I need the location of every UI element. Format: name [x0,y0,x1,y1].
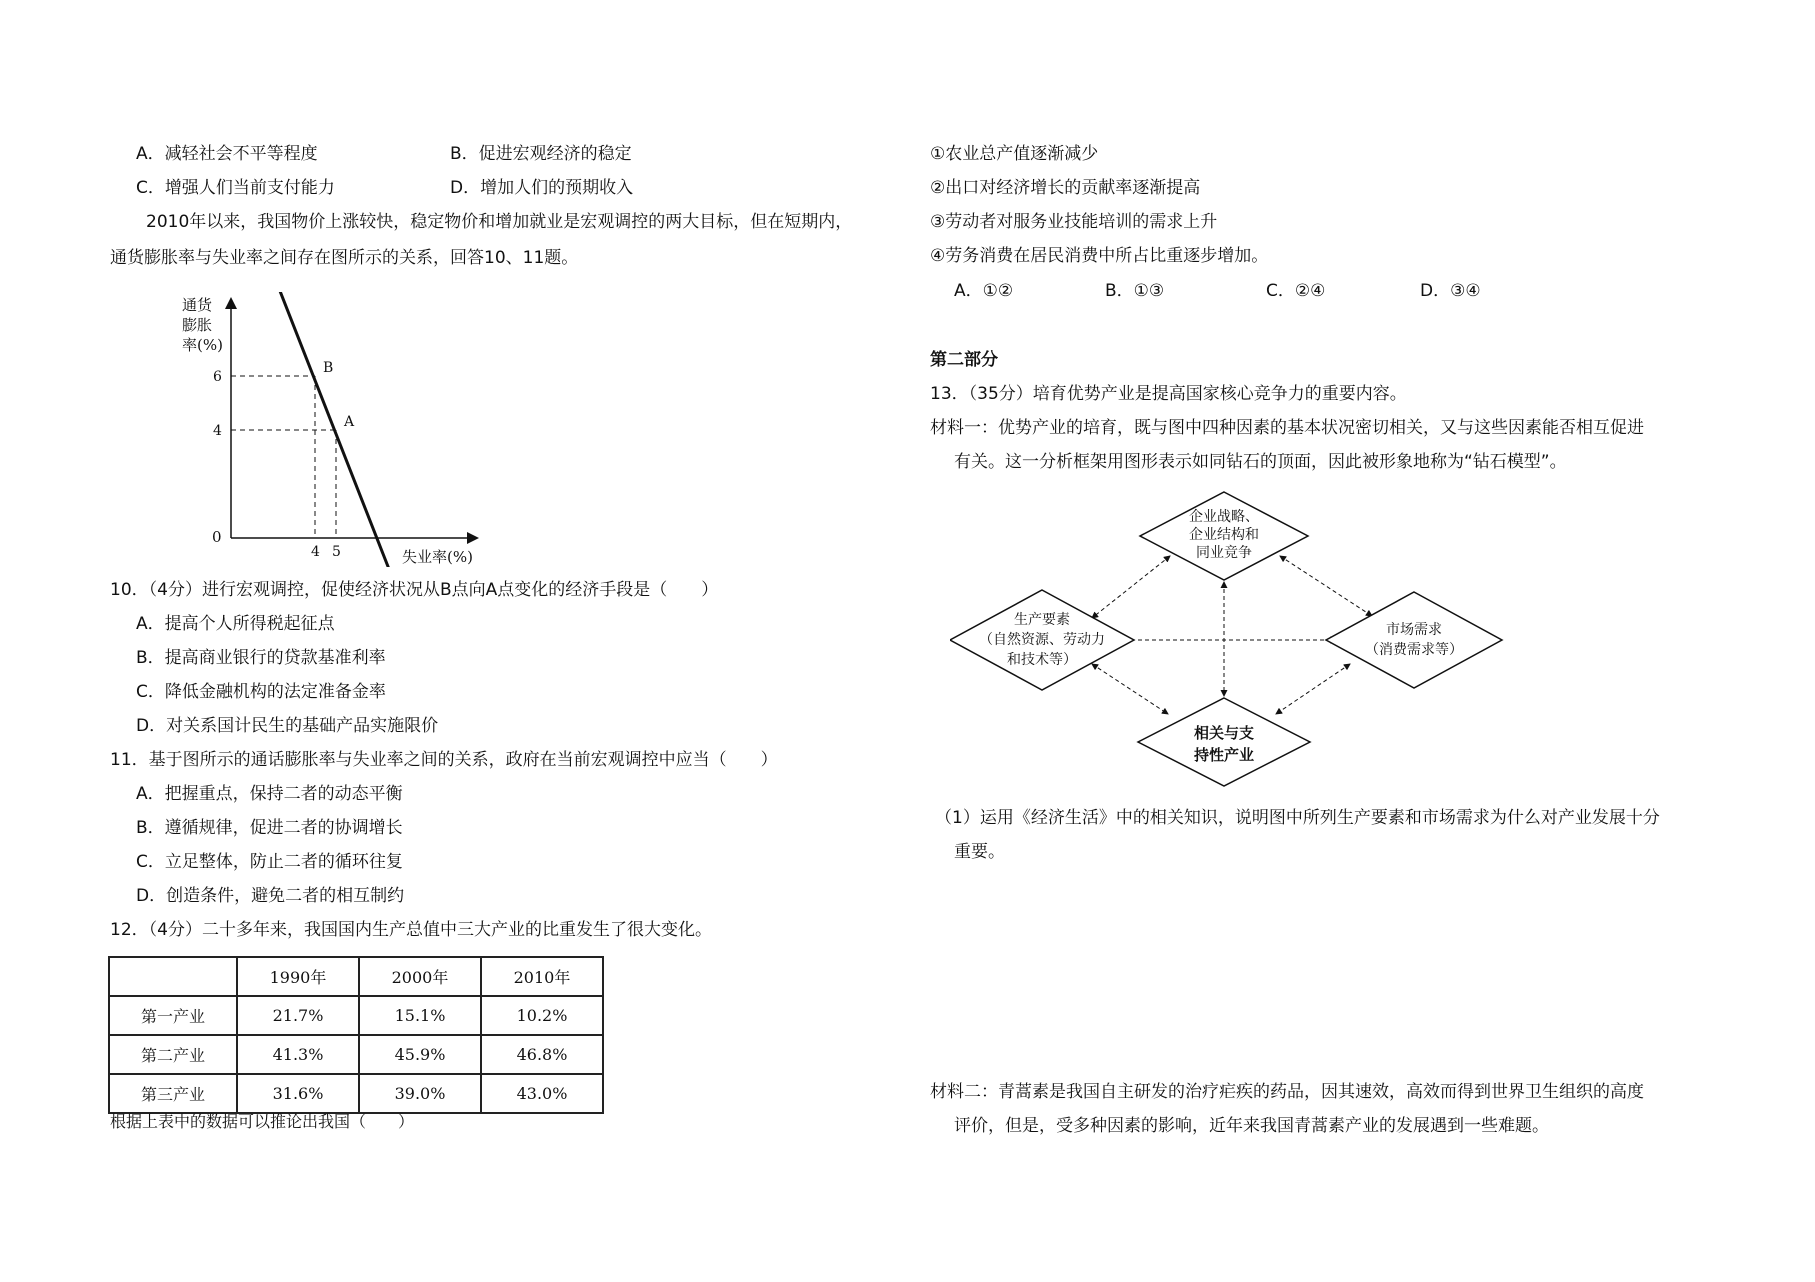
node-factors-line-3: 和技术等） [1007,652,1077,668]
table-cell: 43.0% [481,1074,603,1113]
node-industries-line-2: 持性产业 [1193,746,1255,764]
y-axis-label-line-3: 率(%) [182,336,223,354]
q12-choice-b: B．①③ [1105,281,1165,301]
q10-stem: 10．（4分）进行宏观调控，促使经济状况从B点向A点变化的经济手段是（ ） [110,580,719,600]
table-cell: 10.2% [481,996,603,1035]
material2-line-2: 评价，但是，受多种因素的影响，近年来我国青蒿素产业的发展遇到一些难题。 [954,1116,1549,1136]
table-cell: 第三产业 [109,1074,237,1113]
node-strategy-line-3: 同业竞争 [1196,545,1252,561]
diamond-model-diagram [950,488,1510,790]
connector-right-bottom [1276,664,1350,714]
node-strategy-line-1: 企业战略、 [1189,509,1259,525]
node-industries-line-1: 相关与支 [1193,724,1255,742]
q10-option-d: D．对关系国计民生的基础产品实施限价 [136,716,439,736]
q13-stem: 13．（35分）培育优势产业是提高国家核心竞争力的重要内容。 [930,384,1407,404]
q12-stem: 12．（4分）二十多年来，我国国内生产总值中三大产业的比重发生了很大变化。 [110,920,712,940]
q13-part1-line-2: 重要。 [954,842,1005,862]
q12-after-table: 根据上表中的数据可以推论出我国（ ） [110,1112,415,1131]
connector-top-left [1092,556,1170,618]
table-cell: 第一产业 [109,996,237,1035]
q11-stem: 11．基于图所示的通话膨胀率与失业率之间的关系，政府在当前宏观调控中应当（ ） [110,750,778,770]
q12-item-2: ②出口对经济增长的贡献率逐渐提高 [930,178,1201,198]
q10-option-a: A．提高个人所得税起征点 [136,614,335,634]
table-header-cell: 2000年 [359,957,481,996]
node-factors-line-2: （自然资源、劳动力 [979,632,1105,648]
x-tick-label: 4 [311,544,320,560]
part2-heading: 第二部分 [930,350,998,370]
q12-choice-d: D．③④ [1420,281,1481,301]
table-row [109,1074,603,1113]
y-tick-label: 6 [213,369,222,385]
phillips-curve-line [263,292,395,567]
table-cell: 31.6% [237,1074,359,1113]
table-header-cell [109,957,237,996]
y-axis-label-line-2: 膨胀 [182,316,213,334]
q11-option-b: B．遵循规律，促进二者的协调增长 [136,818,403,838]
diamond-node-demand [1326,592,1502,688]
q10-option-c: C．降低金融机构的法定准备金率 [136,682,386,702]
table-header-row [109,957,603,996]
table-cell: 15.1% [359,996,481,1035]
q12-choice-c: C．②④ [1266,281,1326,301]
q11-option-a: A．把握重点，保持二者的动态平衡 [136,784,403,804]
x-tick-label: 5 [332,544,341,560]
y-axis-label-line-1: 通货 [182,296,213,314]
intro-line-1: 2010年以来，我国物价上涨较快，稳定物价和增加就业是宏观调控的两大目标，但在短期内， [146,212,853,232]
node-demand-line-1: 市场需求 [1386,622,1442,638]
connector-left-bottom [1092,664,1168,714]
connector-top-right [1280,556,1372,616]
q9-option-c: C．增强人们当前支付能力 [136,178,335,198]
q10-option-b: B．提高商业银行的贷款基准利率 [136,648,386,668]
q12-item-3: ③劳动者对服务业技能培训的需求上升 [930,212,1218,232]
table-cell: 21.7% [237,996,359,1035]
industry-share-table [108,956,604,1114]
table-header-cell: 2010年 [481,957,603,996]
q12-item-4: ④劳务消费在居民消费中所占比重逐步增加。 [930,246,1269,266]
node-demand-line-2: （消费需求等） [1365,642,1463,658]
q12-item-1: ①农业总产值逐渐减少 [930,144,1099,164]
table-cell: 45.9% [359,1035,481,1074]
x-axis-label: 失业率(%) [402,548,473,566]
phillips-curve-chart [170,292,500,567]
material1-line-2: 有关。这一分析框架用图形表示如同钻石的顶面，因此被形象地称为“钻石模型”。 [954,452,1567,472]
q11-option-c: C．立足整体，防止二者的循环往复 [136,852,403,872]
intro-line-2: 通货膨胀率与失业率之间存在图所示的关系，回答10、11题。 [110,248,579,268]
table-cell: 46.8% [481,1035,603,1074]
table-cell: 39.0% [359,1074,481,1113]
node-strategy-line-2: 企业结构和 [1189,527,1259,543]
point-label-B: B [323,360,334,376]
q12-choice-a: A．①② [954,281,1014,301]
point-label-A: A [344,414,355,430]
node-factors-line-1: 生产要素 [1014,612,1070,628]
y-tick-label: 4 [213,423,222,439]
q11-option-d: D．创造条件，避免二者的相互制约 [136,886,405,906]
q9-option-d: D．增加人们的预期收入 [450,178,634,198]
q9-option-a: A．减轻社会不平等程度 [136,144,318,164]
origin-label: 0 [212,528,222,546]
table-header-cell: 1990年 [237,957,359,996]
table-row [109,1035,603,1074]
table-cell: 41.3% [237,1035,359,1074]
table-cell: 第二产业 [109,1035,237,1074]
q9-option-b: B．促进宏观经济的稳定 [450,144,632,164]
material1-line-1: 材料一：优势产业的培育，既与图中四种因素的基本状况密切相关，又与这些因素能否相互促进 [930,418,1644,438]
material2-line-1: 材料二：青蒿素是我国自主研发的治疗疟疾的药品，因其速效，高效而得到世界卫生组织的高度 [930,1082,1644,1102]
q13-part1-line-1: （1）运用《经济生活》中的相关知识，说明图中所列生产要素和市场需求为什么对产业发展十分 [935,808,1660,828]
table-row [109,996,603,1035]
